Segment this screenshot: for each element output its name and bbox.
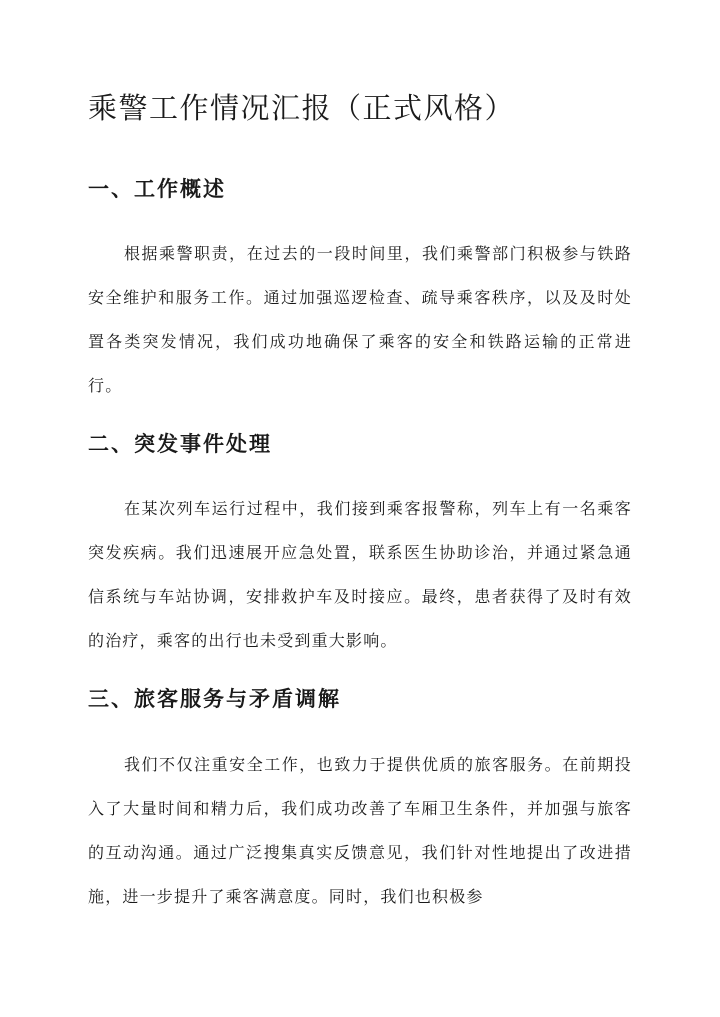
section-body-emergency: 在某次列车运行过程中，我们接到乘客报警称，列车上有一名乘客突发疾病。我们迅速展开应急处置，联系医生协助诊治，并通过紧急通信系统与车站协调，安排救护车及时接应。最终，患者获得了及时有效的治疗，乘客的出行也未受到重大影响。: [88, 499, 632, 650]
section-heading-overview: 一、工作概述: [88, 176, 226, 201]
section-body-overview: 根据乘警职责，在过去的一段时间里，我们乘警部门积极参与铁路安全维护和服务工作。通过加强巡逻检查、疏导乘客秩序，以及及时处置各类突发情况，我们成功地确保了乘客的安全和铁路运输的正常进行。: [88, 244, 632, 395]
document-title: 乘警工作情况汇报（正式风格）: [88, 91, 516, 125]
section-heading-emergency: 二、突发事件处理: [88, 431, 272, 456]
section-body-passenger-service: 我们不仅注重安全工作，也致力于提供优质的旅客服务。在前期投入了大量时间和精力后，我们成功改善了车厢卫生条件，并加强与旅客的互动沟通。通过广泛搜集真实反馈意见，我们针对性地提出了改进措施，进一步提升了乘客满意度。同时，我们也积极参: [88, 755, 632, 906]
section-heading-passenger-service: 三、旅客服务与矛盾调解: [88, 686, 341, 711]
